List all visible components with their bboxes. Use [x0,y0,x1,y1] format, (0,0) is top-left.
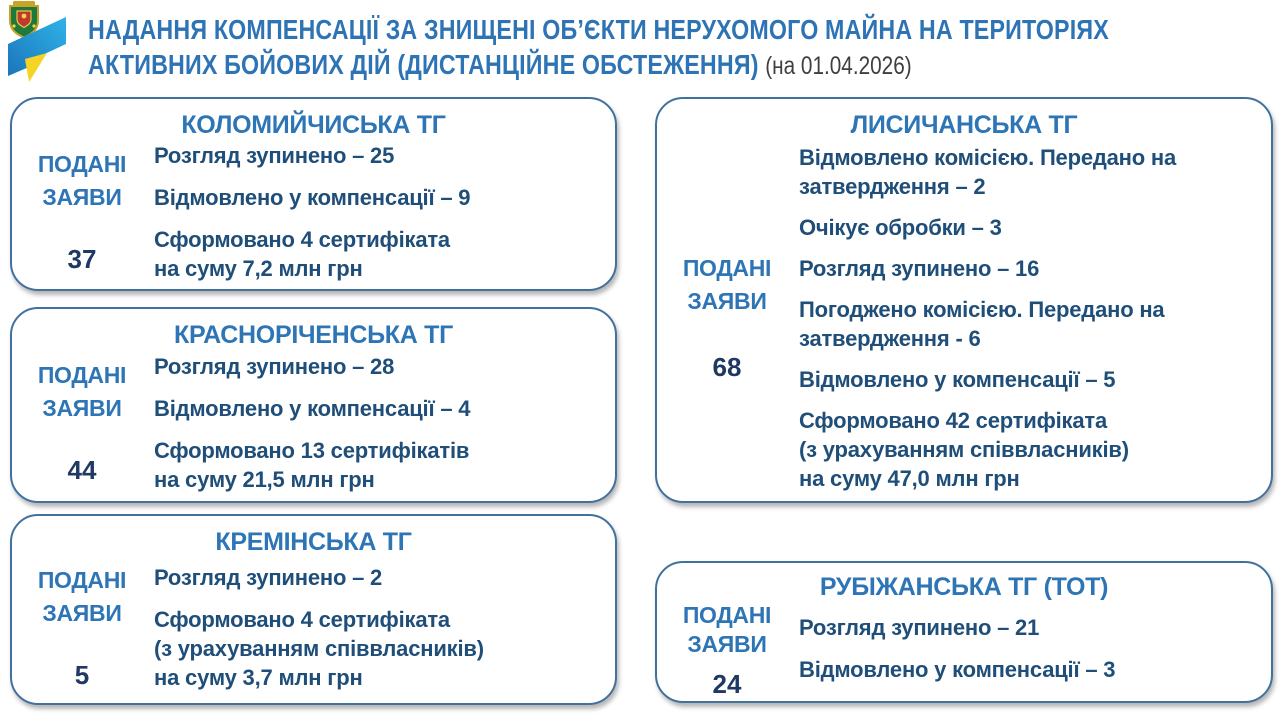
stat-line: Відмовлено комісією. Передано на [799,144,1177,170]
stat-group [154,183,601,212]
submitted-label [38,359,126,425]
submitted-label-line1: ПОДАНІ [37,362,127,388]
card-rubizhanska-tg [655,561,1273,703]
stat-line: Сформовано 42 сертифіката [799,407,1107,433]
submitted-block [657,140,797,501]
submitted-label-line1: ПОДАНІ [37,151,127,177]
stat-group [799,365,1257,394]
card-title: РУБІЖАНСЬКА ТГ (ТОТ) [819,573,1109,601]
stat-group [799,613,1257,642]
card-body [657,602,1271,701]
submitted-label-line1: ПОДАНІ [682,255,772,281]
stat-group [154,605,601,692]
submitted-label [683,252,771,318]
stat-line: Сформовано 13 сертифікатів [154,437,470,463]
submitted-count: 24 [712,669,742,699]
stat-line: Розгляд зупинено – 25 [154,142,395,168]
stat-line: Відмовлено у компенсації – 3 [799,657,1116,682]
stat-line: Сформовано 4 сертифіката [154,606,450,632]
submitted-count: 44 [67,455,97,485]
page-title-line1: НАДАННЯ КОМПЕНСАЦІЇ ЗА ЗНИЩЕНІ ОБ’ЄКТИ НЕРУХОМОГО МАЙНА НА ТЕРИТОРІЯХ [88,14,1109,45]
stat-line: на суму 47,0 млн грн [799,465,1020,491]
as-of-date: (на 01.04.2026) [765,52,912,80]
card-title: КОЛОМИЙЧИСЬКА ТГ [181,111,446,139]
submitted-block [657,602,797,701]
card-body [12,140,615,289]
submitted-block [12,350,152,501]
card-body [12,557,615,703]
stat-line: Розгляд зупинено – 21 [799,615,1040,640]
stat-line: Відмовлено у компенсації – 4 [154,395,471,421]
stat-line: Розгляд зупинено – 16 [799,255,1040,281]
submitted-label-line1: ПОДАНІ [682,602,772,628]
stat-line: Очікує обробки – 3 [799,214,1002,240]
luhansk-oblast-emblem-icon [2,0,82,86]
stat-group [799,143,1257,201]
card-kolomyichyska-tg [10,97,617,291]
stat-group [154,141,601,170]
stat-group [154,394,601,423]
submitted-label-line2: ЗАЯВИ [687,631,767,657]
submitted-label-line1: ПОДАНІ [37,566,127,593]
card-title: ЛИСИЧАНСЬКА ТГ [850,111,1078,139]
card-lysychanska-tg [655,97,1273,503]
stats [797,140,1271,501]
submitted-count: 5 [74,659,90,690]
stat-line: на суму 7,2 млн грн [154,255,363,281]
stat-group [799,655,1257,684]
submitted-label-line2: ЗАЯВИ [42,184,122,210]
card-body [12,350,615,501]
stat-line: Відмовлено у компенсації – 5 [799,366,1116,392]
submitted-block [12,140,152,289]
stat-line: затвердження – 2 [799,173,986,199]
stat-line: (з урахуванням співвласників) [154,635,484,661]
page-title-line2: АКТИВНИХ БОЙОВИХ ДІЙ (ДИСТАНЦІЙНЕ ОБСТЕЖЕННЯ) (на 01.04.2026) [88,49,912,80]
stat-group [799,406,1257,493]
stat-group [799,295,1257,353]
stats [152,350,615,501]
card-title: КРЕМІНСЬКА ТГ [215,528,412,556]
stat-line: Відмовлено у компенсації – 9 [154,184,471,210]
stat-line: затвердження - 6 [799,325,981,351]
submitted-label-line2: ЗАЯВИ [687,288,767,314]
submitted-label [38,564,126,630]
stat-group [154,352,601,381]
stat-group [799,213,1257,242]
submitted-count: 37 [67,244,97,274]
stat-line: Розгляд зупинено – 2 [154,564,383,590]
stat-line: Погоджено комісією. Передано на [799,296,1165,322]
submitted-label [683,601,771,659]
submitted-label-line2: ЗАЯВИ [42,395,122,421]
stat-group [154,563,601,592]
stat-line: Сформовано 4 сертифіката [154,226,450,252]
card-krasnorichenska-tg [10,307,617,503]
stat-line: (з урахуванням співвласників) [799,436,1129,462]
stat-line: Розгляд зупинено – 28 [154,353,395,379]
page-title [88,12,1275,84]
stats [797,602,1271,701]
stat-group [799,254,1257,283]
card-kreminska-tg [10,514,617,705]
stats [152,557,615,703]
stat-group [154,225,601,283]
submitted-label-line2: ЗАЯВИ [42,599,122,626]
submitted-block [12,557,152,703]
stat-group [154,436,601,494]
submitted-label [38,148,126,214]
stat-line: на суму 21,5 млн грн [154,466,375,492]
card-body [657,140,1271,501]
stat-line: на суму 3,7 млн грн [154,664,363,690]
submitted-count: 68 [712,352,742,382]
card-title: КРАСНОРІЧЕНСЬКА ТГ [174,321,453,349]
stats [152,140,615,289]
